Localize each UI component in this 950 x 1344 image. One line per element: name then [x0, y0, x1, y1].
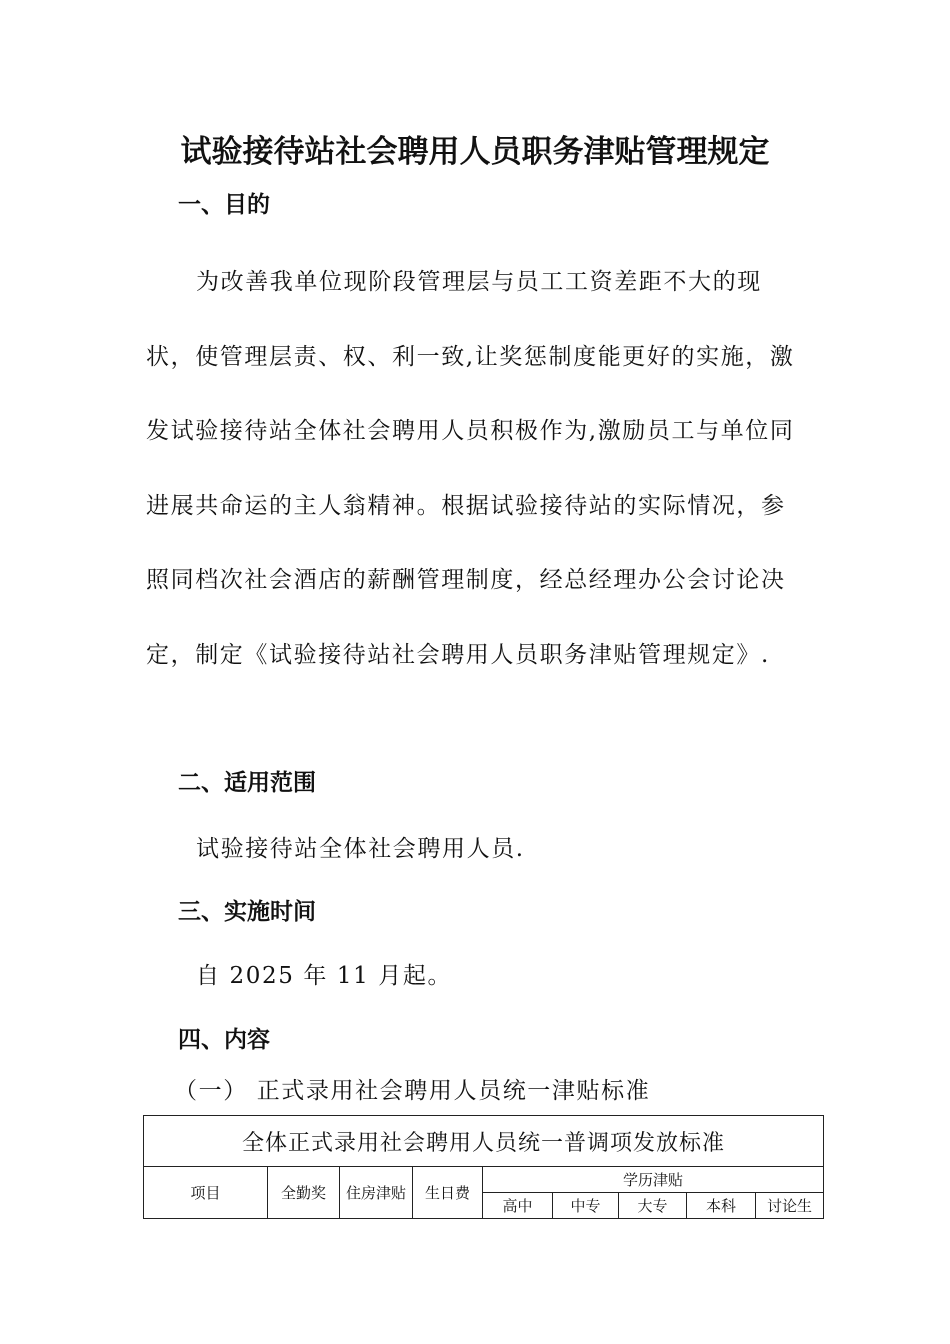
- allowance-standard-table: [143, 1115, 824, 1219]
- effective-date-text: 自 2025 年 11 月起。: [196, 963, 453, 989]
- table-header-housing: 住房津贴: [340, 1167, 413, 1219]
- table-caption: 全体正式录用社会聘用人员统一普调项发放标准: [144, 1116, 824, 1167]
- purpose-paragraph: 为改善我单位现阶段管理层与员工工资差距不大的现状，使管理层责、权、利一致,让奖惩制度能更好的实施，激发试验接待站全体社会聘用人员积极作为,激励员工与单位同进展共命运的主人翁精神。根据试验接待站的实际情况，参照同档次社会酒店的薪酬管理制度，经总经理办公会讨论决定，制定《试验接待站社会聘用人员职务津贴管理规定》.: [146, 269, 795, 668]
- table-header-birthday: 生日费: [413, 1167, 483, 1219]
- table-header-edu-level: 中专: [553, 1193, 619, 1219]
- section-heading-content: 四、内容: [178, 1027, 270, 1053]
- table-header-item: 项目: [144, 1167, 268, 1219]
- section-heading-purpose: 一、目的: [178, 192, 270, 218]
- table-header-edu-level: 大专: [619, 1193, 687, 1219]
- table-header-attendance: 全勤奖: [268, 1167, 340, 1219]
- subsection-heading-unified-allowance: （一） 正式录用社会聘用人员统一津贴标准: [174, 1078, 651, 1104]
- scope-text: 试验接待站全体社会聘用人员.: [196, 836, 525, 862]
- table-header-edu-level: 高中: [483, 1193, 553, 1219]
- table-header-edu-level: 讨论生: [756, 1193, 824, 1219]
- section-heading-scope: 二、适用范围: [178, 770, 316, 796]
- table-header-edu-level: 本科: [687, 1193, 756, 1219]
- table-header-education: 学历津贴: [483, 1167, 824, 1193]
- section-heading-effective-date: 三、实施时间: [178, 899, 316, 925]
- document-title: 试验接待站社会聘用人员职务津贴管理规定: [180, 134, 770, 170]
